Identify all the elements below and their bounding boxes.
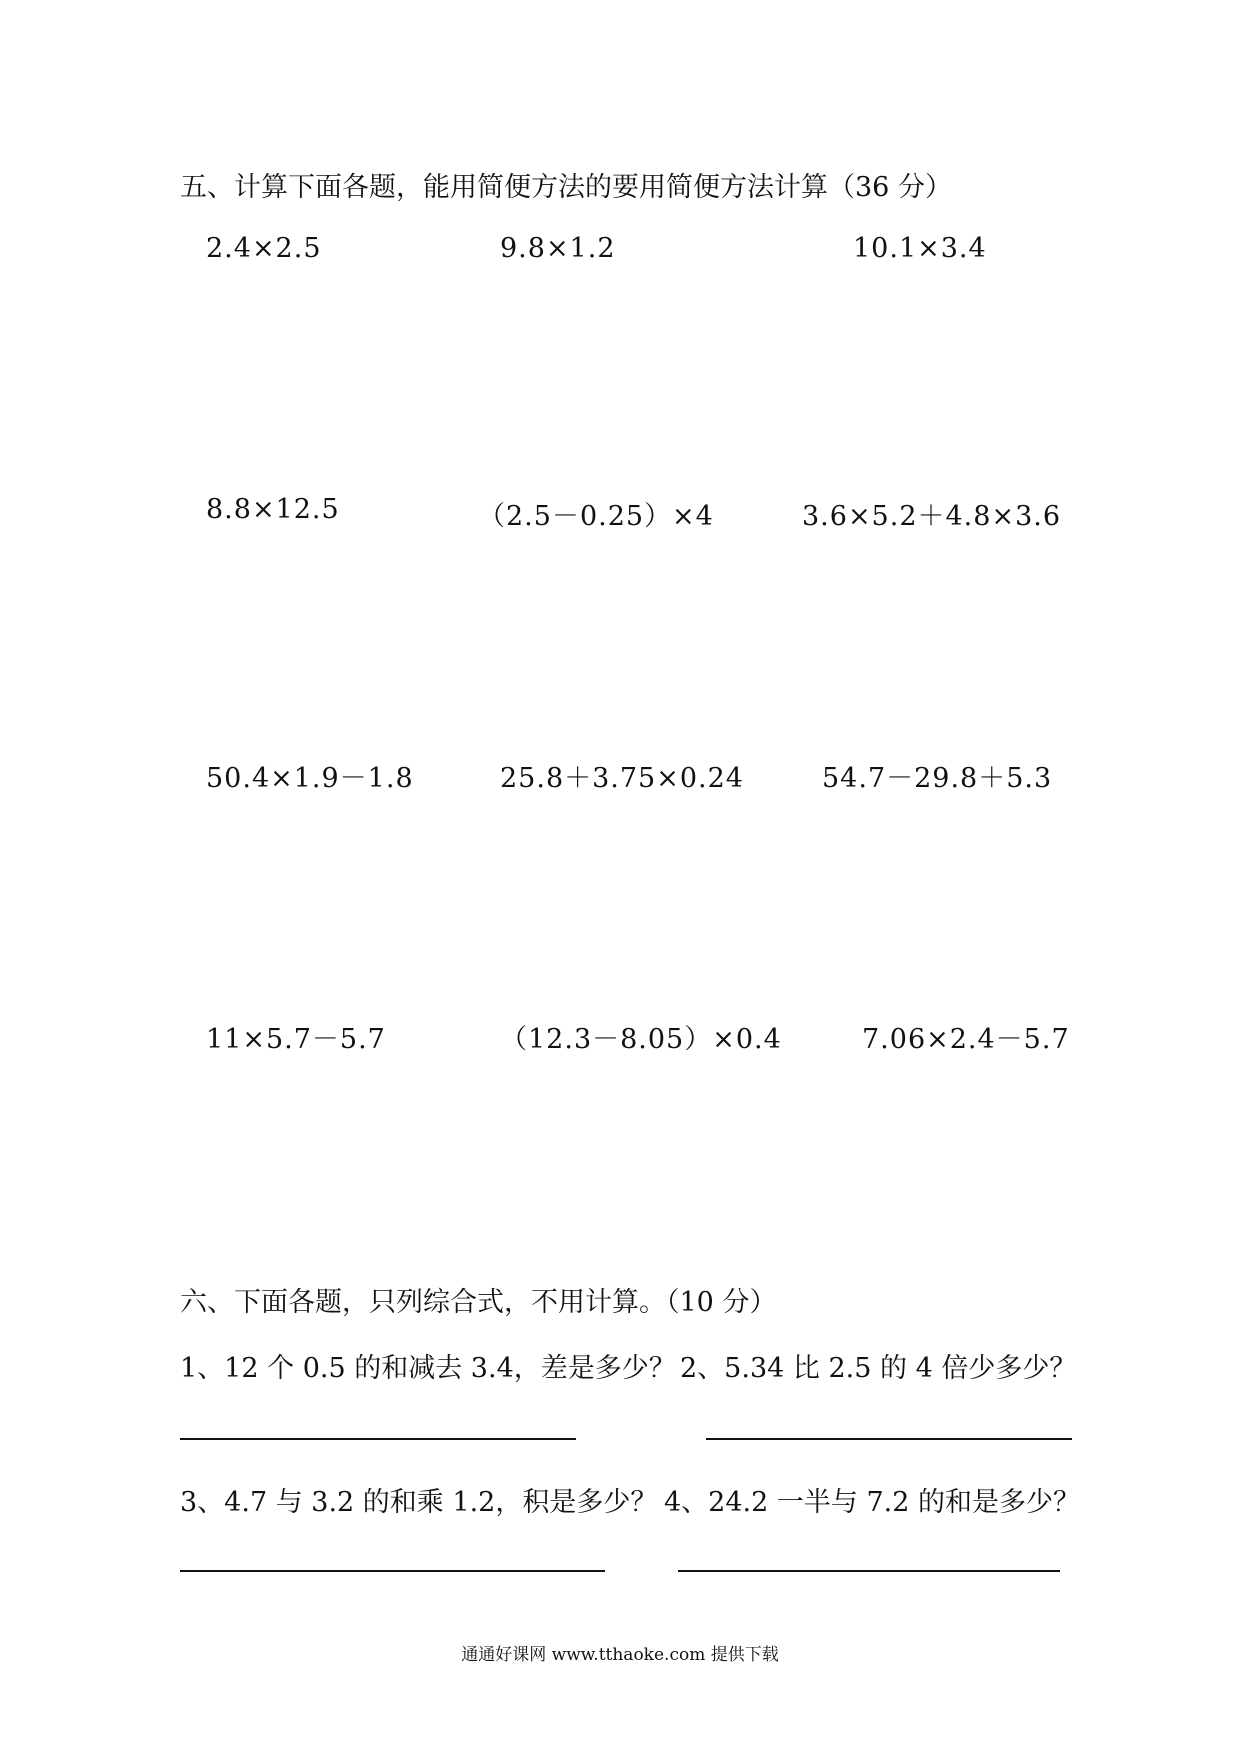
question-2: 2、5.34 比 2.5 的 4 倍少多少？	[680, 1353, 1077, 1384]
expression-4-3: 7.06×2.4－5.7	[862, 1024, 1070, 1055]
answer-line-2[interactable]	[706, 1438, 1072, 1440]
expression-2-3: 3.6×5.2＋4.8×3.6	[802, 501, 1062, 532]
expression-3-3: 54.7－29.8＋5.3	[822, 763, 1053, 794]
page-footer: 通通好课网 www.tthaoke.com 提供下载	[461, 1645, 779, 1665]
section-6-heading: 六、下面各题，只列综合式，不用计算。（10 分）	[180, 1287, 777, 1318]
expression-4-1: 11×5.7－5.7	[206, 1024, 386, 1055]
expression-1-2: 9.8×1.2	[500, 233, 616, 264]
expression-3-1: 50.4×1.9－1.8	[206, 763, 414, 794]
question-4: 4、24.2 一半与 7.2 的和是多少？	[664, 1487, 1080, 1518]
expression-2-2: （2.5－0.25）×4	[478, 501, 714, 532]
expression-4-2: （12.3－8.05）×0.4	[500, 1024, 782, 1055]
expression-2-1: 8.8×12.5	[206, 494, 340, 525]
section-5-heading: 五、计算下面各题，能用简便方法的要用简便方法计算（36 分）	[180, 172, 952, 203]
expression-1-3: 10.1×3.4	[853, 233, 987, 264]
answer-line-3[interactable]	[180, 1570, 605, 1572]
question-1: 1、12 个 0.5 的和减去 3.4，差是多少？	[180, 1353, 676, 1384]
answer-line-1[interactable]	[180, 1438, 576, 1440]
question-3: 3、4.7 与 3.2 的和乘 1.2，积是多少？	[180, 1487, 658, 1518]
expression-3-2: 25.8＋3.75×0.24	[500, 763, 744, 794]
expression-1-1: 2.4×2.5	[206, 233, 322, 264]
answer-line-4[interactable]	[678, 1570, 1060, 1572]
